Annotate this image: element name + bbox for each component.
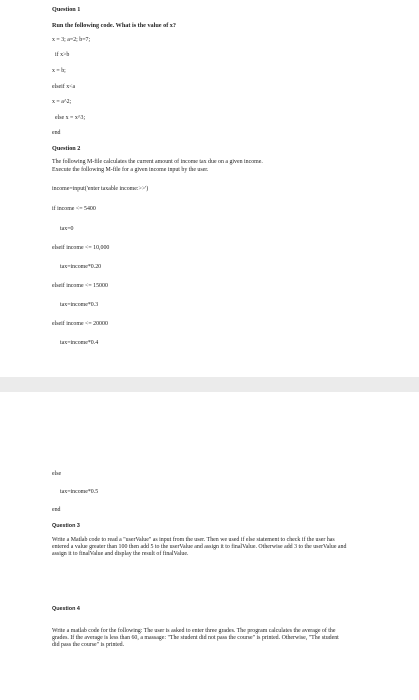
code-line: end	[52, 507, 61, 513]
question-2-description: Execute the following M-file for a given income input by the user.	[52, 167, 209, 173]
code-line: elseif income <= 10,000	[52, 245, 110, 251]
code-line: else x = x^3;	[55, 115, 86, 121]
code-line: tax=income*0.5	[60, 489, 99, 495]
question-3-text: Write a Matlab code to read a "userValue" as input from the user. Then we used if else statement to check if the user has entered a value greater than 100 then add 5 to the userValue and assign it to finalValue. Otherwise add 3 to the userValue and assign it to finalValue and display the result of finalValue.	[52, 537, 347, 557]
code-line: elseif income <= 20000	[52, 321, 108, 327]
code-line: elseif income <= 15000	[52, 283, 108, 289]
code-line: end	[52, 130, 61, 136]
code-line: x = b;	[52, 68, 66, 74]
code-line: tax=income*0.4	[60, 340, 99, 346]
code-line: x = a^2;	[52, 99, 72, 105]
code-line: x = 3; a=2; b=7;	[52, 37, 91, 43]
code-line: elseif x<a	[52, 84, 76, 90]
code-line: if x>b	[55, 52, 70, 58]
question-1-prompt: Run the following code. What is the value of x?	[52, 22, 176, 29]
question-4-text: Write a matlab code for the following: The user is asked to enter three grades. The program calculates the average of the grades. If the average is less than 60, a massage: "The student did not pass the course" is printed. Otherwise, "The student did pass the course" is printed.	[52, 628, 339, 648]
question-3-heading: Question 3	[52, 523, 80, 529]
question-4-heading: Question 4	[52, 606, 80, 612]
question-1-heading: Question 1	[52, 6, 81, 13]
code-line: if income <= 5400	[52, 206, 96, 212]
code-line: income=input('enter taxable income:>>')	[52, 186, 149, 192]
document-page-2	[0, 392, 419, 700]
code-line: tax=income*0.20	[60, 264, 102, 270]
code-line: tax=0	[60, 226, 74, 232]
question-2-description: The following M-file calculates the current amount of income tax due on a given income.	[52, 159, 263, 165]
code-line: else	[52, 471, 62, 477]
question-2-heading: Question 2	[52, 145, 81, 152]
code-line: tax=income*0.3	[60, 302, 99, 308]
